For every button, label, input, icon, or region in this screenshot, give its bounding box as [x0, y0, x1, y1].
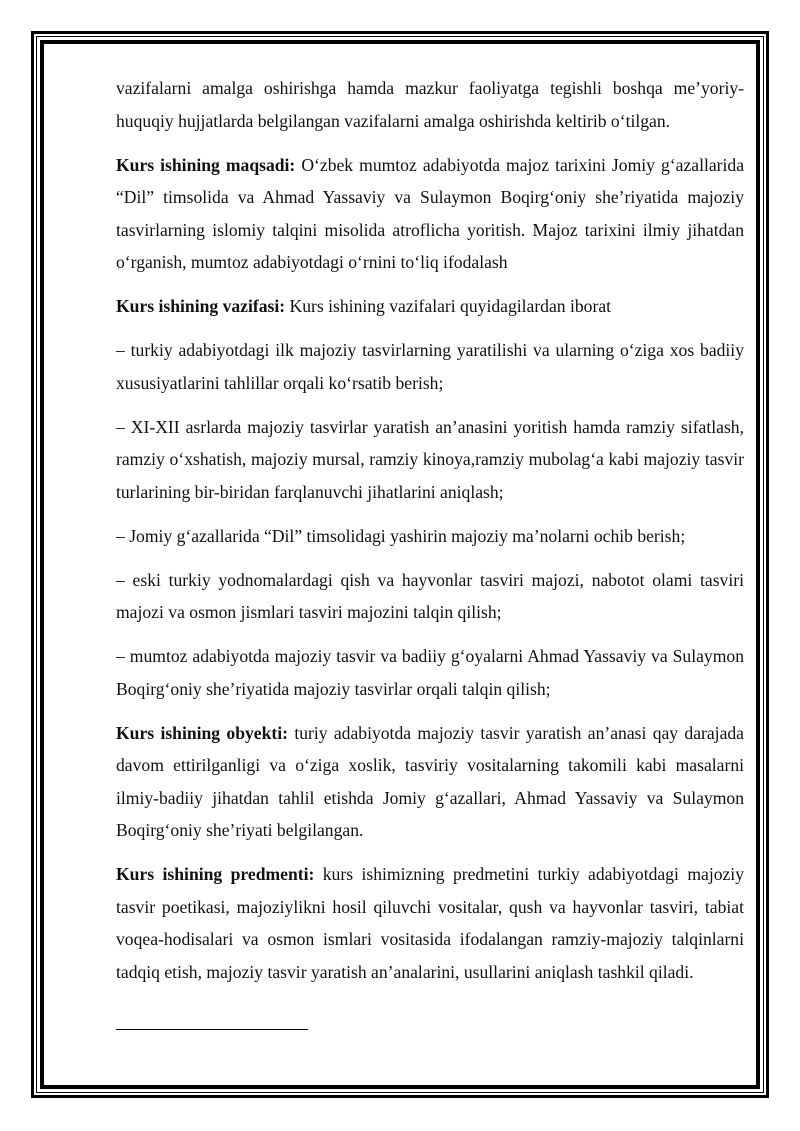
heading-predmenti: Kurs ishining predmenti: [116, 864, 315, 884]
list-item-task-3: – Jomiy g‘azallarida “Dil” timsolidagi yashirin majoziy ma’nolarni ochib berish; [116, 525, 686, 546]
paragraph-obyekti: Kurs ishining obyekti: turiy adabiyotda majoziy tasvir yaratish an’anasi qay darajada davom ettirilganligi va o‘ziga xoslik, tasviriy vositalarning takomili kabi masalarni ilmiy-badiiy jihatdan tahlil etishda Jomiy g‘azallari, Ahmad Yassaviy va Sulaymon Boqirg‘oniy she’riyati belgilangan. [116, 722, 744, 840]
list-item-task-1: – turkiy adabiyotdagi ilk majoziy tasvirlarning yaratilishi va ularning o‘ziga xos badiiy xususiyatlarini tahlillar orqali ko‘rsatib berish; [116, 340, 744, 393]
document-body [116, 72, 744, 1000]
heading-maqsadi: Kurs ishining maqsadi: [116, 154, 296, 175]
paragraph-vazifasi: Kurs ishining vazifasi: Kurs ishining vazifalari quyidagilardan iborat [116, 296, 612, 316]
paragraph-predmenti: Kurs ishining predmenti: kurs ishimizning predmetini turkiy adabiyotdagi majoziy tasvir poetikasi, majoziylikni hosil qiluvchi vositalar, qush va hayvonlar tasviri, tabiat voqea-hodisalari va osmon ismlari vositasida ifodalangan ramziy-majoziy talqinlarni tadqiq etish, majoziy tasvir yaratish an’analarini, usullarini aniqlash tashkil qiladi. [116, 864, 744, 982]
heading-obyekti: Kurs ishining obyekti: [116, 722, 288, 743]
paragraph-intro-continuation: vazifalarni amalga oshirishga hamda mazkur faoliyatga tegishli boshqa me’yoriy-huquqiy hujjatlarda belgilangan vazifalarni amalga oshirishda keltirib o‘tilgan. [116, 78, 744, 131]
heading-vazifasi: Kurs ishining vazifasi: [116, 296, 286, 316]
list-item-task-5: – mumtoz adabiyotda majoziy tasvir va badiiy g‘oyalarni Ahmad Yassaviy va Sulaymon Boqirg‘oniy she’riyatida majoziy tasvirlar orqali talqin qilish; [116, 646, 744, 699]
list-item-task-4: – eski turkiy yodnomalardagi qish va hayvonlar tasviri majozi, nabotot olami tasviri majozi va osmon jismlari tasviri majozini talqin qilish; [116, 569, 744, 622]
list-item-task-2: – XI-XII asrlarda majoziy tasvirlar yaratish an’anasini yoritish hamda ramziy sifatlash, ramziy o‘xshatish, majoziy mursal, ramziy kinoya,ramziy mubolag‘a kabi majoziy tasvir turlarining bir-biridan farqlanuvchi jihatlarini aniqlash; [116, 416, 744, 502]
paragraph-maqsadi: Kurs ishining maqsadi: O‘zbek mumtoz adabiyotda majoz tarixini Jomiy g‘azallarida “Dil” timsolida va Ahmad Yassaviy va Sulaymon Boqirg‘oniy she’riyatida majoziy tasvirlarning islomiy talqini misolida atroflicha yoritish. Majoz tarixini ilmiy jihatdan o‘rganish, mumtoz adabiyotdagi o‘rnini to‘liq ifodalash [116, 154, 745, 272]
footnote-separator [116, 1029, 308, 1030]
